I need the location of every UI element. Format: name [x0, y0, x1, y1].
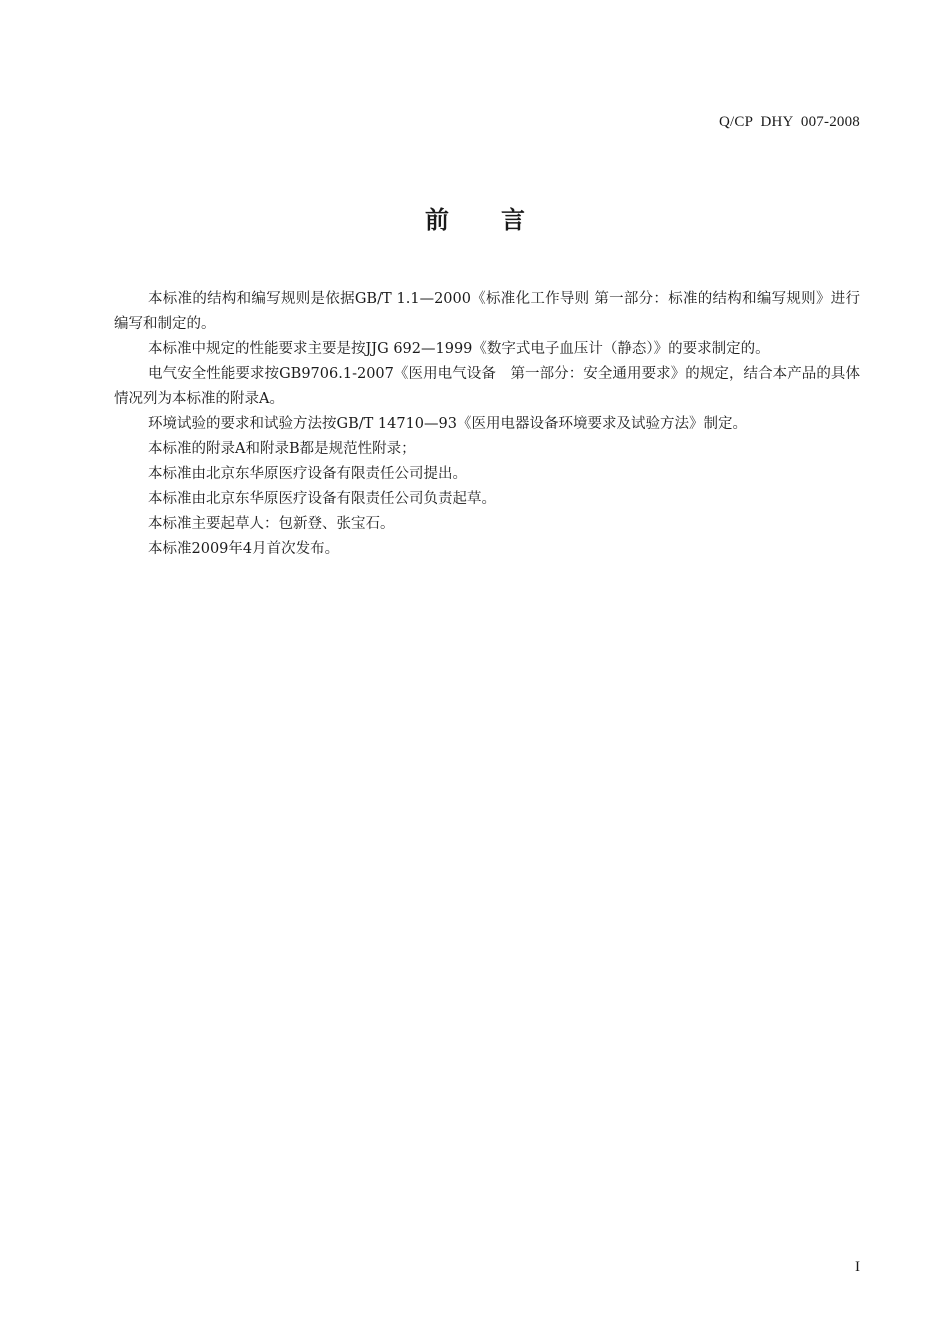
paragraph-electrical-safety: 电气安全性能要求按GB9706.1-2007《医用电气设备 第一部分：安全通用要求》的规定，结合本产品的具体情况列为本标准的附录A。: [114, 366, 860, 407]
paragraph-appendices: 本标准的附录A和附录B都是规范性附录；: [148, 441, 416, 457]
paragraph-environmental-tests: 环境试验的要求和试验方法按GB/T 14710—93《医用电器设备环境要求及试验方法》制定。: [148, 416, 747, 432]
paragraph-performance-requirements: 本标准中规定的性能要求主要是按JJG 692—1999《数字式电子血压计（静态）》的要求制定的。: [148, 341, 770, 357]
document-code: Q/CP DHY 007-2008: [718, 114, 860, 130]
title-char-1: 前: [425, 206, 449, 234]
paragraph-proposed-by: 本标准由北京东华原医疗设备有限责任公司提出。: [148, 466, 467, 482]
page-title: [0, 200, 950, 235]
paragraph-release-date: 本标准2009年4月首次发布。: [148, 541, 340, 557]
foreword-body: [114, 287, 860, 562]
page-number: I: [855, 1259, 860, 1275]
paragraph-main-drafters: 本标准主要起草人：包新登、张宝石。: [148, 516, 395, 532]
paragraph-structure-rules: 本标准的结构和编写规则是依据GB/T 1.1—2000《标准化工作导则 第一部分：标准的结构和编写规则》进行编写和制定的。: [114, 291, 860, 332]
paragraph-drafted-by: 本标准由北京东华原医疗设备有限责任公司负责起草。: [148, 491, 496, 507]
title-char-2: 言: [501, 206, 525, 234]
